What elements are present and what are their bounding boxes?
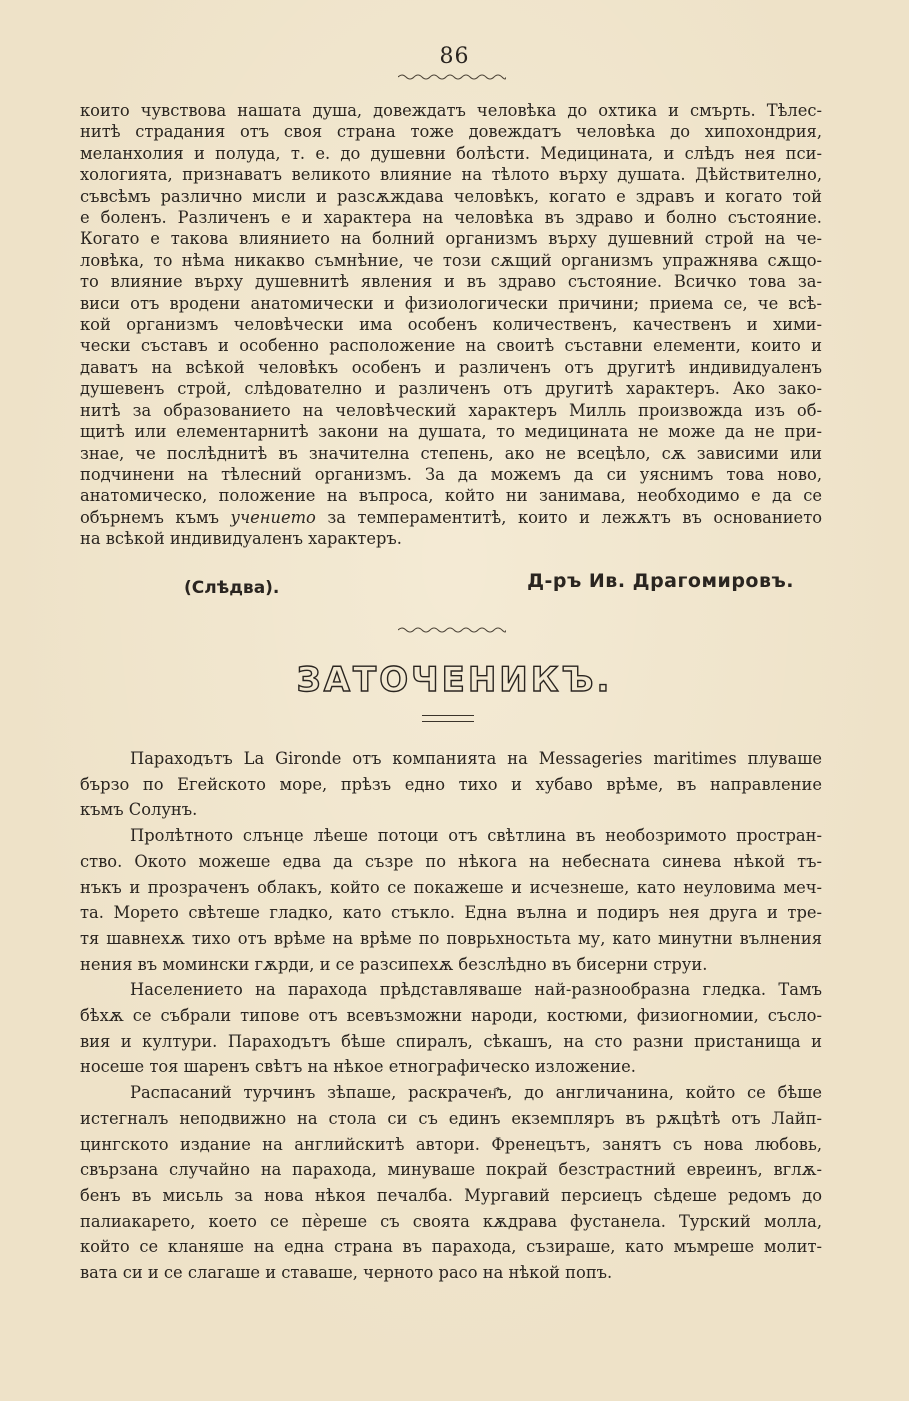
article-continuation (80, 100, 822, 550)
story-body (80, 746, 822, 1286)
text-line: Распасаний турчинъ зѣпаше, раскрачен҄ъ, до англичанина, който се бѣше (130, 1083, 822, 1103)
text-line: бързо по Егейското море, прѣзъ едно тихо и хубаво врѣме, въ направление (80, 774, 822, 794)
text-fragment: за темпераментитѣ, които и лежѫтъ въ основанието (315, 507, 822, 527)
ornament-wavy-rule-top (398, 72, 506, 82)
text-line: чески съставъ и особенно расположение на своитѣ съставни елементи, които и (80, 336, 822, 356)
author-signature: Д-ръ Ив. Драгомировъ. (527, 570, 794, 592)
text-line: щитѣ или елементарнитѣ закони на душата, то медицината не може да не при- (80, 422, 822, 442)
text-line: та. Морето свѣтеше гладко, като стъкло. Една вълна и подиръ нея друга и тре- (80, 903, 822, 923)
text-line: които чувствова нашата душа, довеждатъ человѣка до охтика и смърть. Тѣлес- (80, 101, 822, 120)
text-line: хологията, признаватъ великото влияние на тѣлото върху душата. Дѣйствително, (80, 165, 822, 185)
text-line: истегналъ неподвижно на стола си съ единъ екземпляръ въ рѫцѣтѣ отъ Лайп- (80, 1108, 822, 1128)
text-line: то влияние върху душевнитѣ явления и въ здраво състояние. Всичко това за- (80, 272, 822, 292)
text-line: вата си и се слагаше и ставаше, черното расо на нѣкой попъ. (80, 1263, 613, 1283)
text-line: свързана случайно на парахода, минуваше покрай безстрастний евреинъ, вглѫ- (80, 1160, 822, 1180)
text-line: бѣхѫ се събрали типове отъ всевъзможни народи, костюми, физиогномии, съсло- (80, 1006, 822, 1026)
text-line: кой организмъ человѣчески има особенъ количественъ, качественъ и хими- (80, 315, 822, 335)
text-line-with-italic (80, 507, 822, 528)
ornament-wavy-rule-divider (398, 625, 506, 635)
text-line: Населението на парахода прѣдставляваше най-разнообразна гледка. Тамъ (130, 980, 822, 1000)
text-line: нения въ момински гѫрди, и се разсипехѫ безслѣдно въ бисерни струи. (80, 954, 708, 974)
text-line: носеше тоя шаренъ свѣтъ на нѣкое етнографическо изложение. (80, 1057, 636, 1077)
text-line: вия и култури. Параходътъ бѣше спиралъ, сѣкашъ, на сто разни пристанища и (80, 1031, 822, 1051)
text-line: цингското издание на английскитѣ автори. Френецътъ, занятъ съ нова любовь, (80, 1134, 822, 1154)
text-line: нъкъ и прозраченъ облакъ, който се покажеше и исчезнеше, като неуловима меч- (80, 877, 822, 897)
text-line: анатомическо, положение на въпроса, който ни занимава, необходимо е да се (80, 486, 822, 506)
italic-term: учението (230, 507, 316, 527)
text-line: виси отъ вродени анатомически и физиологически причини; приема се, че всѣ- (80, 293, 822, 313)
text-line: подчинени на тѣлесний организмъ. За да можемъ да си уяснимъ това ново, (80, 464, 822, 484)
title-double-rule (422, 715, 474, 722)
text-line: душевенъ строй, слѣдователно и различенъ отъ другитѣ характеръ. Ако зако- (80, 379, 822, 399)
text-line: къмъ Солунъ. (80, 800, 198, 820)
text-line: е боленъ. Различенъ е и характера на человѣка въ здраво и болно състояние. (80, 208, 822, 228)
text-line: нитѣ страдания отъ своя страна тоже довеждатъ человѣка до хипохондрия, (80, 122, 822, 142)
text-line: ство. Окото можеше едва да съзре по нѣкога на небесната синева нѣкой тъ- (80, 851, 822, 871)
text-line: знае, че послѣднитѣ въ значителна степень, ако не всецѣло, сѫ зависими или (80, 443, 822, 463)
text-line: меланхолия и полуда, т. е. до душевни болѣсти. Медицината, и слѣдъ нея пси- (80, 143, 822, 163)
signature-row (80, 570, 822, 600)
story-title: ЗАТОЧЕНИКЪ. (296, 660, 613, 700)
text-line: нитѣ за образованието на человѣческий характеръ Милль произвожда изъ об- (80, 400, 822, 420)
text-line: който се кланяше на една страна въ парахода, съзираше, като мъмреше молит- (80, 1237, 822, 1257)
text-line: бенъ въ мисьль за нова нѣкоя печалба. Мургавий персиецъ сѣдеше редомъ до (80, 1185, 822, 1205)
text-line: палиакарето, което се пѐреше съ своята кѫдрава фустанела. Турский молла, (80, 1211, 822, 1231)
text-line: съвсѣмъ различно мисли и разсѫждава человѣкъ, когато е здравъ и когато той (80, 186, 822, 206)
text-fragment: обърнемъ къмъ (80, 507, 231, 527)
text-line: тя шавнехѫ тихо отъ врѣме на врѣме по поврьхностьта му, като минутни вълнения (80, 928, 822, 948)
text-line: даватъ на всѣкой человѣкъ особенъ и различенъ отъ другитѣ индивидуаленъ (80, 357, 822, 377)
text-line: ловѣка, то нѣма никакво съмнѣние, че този сѫщий организмъ упражнява сѫщо- (80, 250, 822, 270)
page-number: 86 (439, 44, 470, 69)
text-line: на всѣкой индивидуаленъ характеръ. (80, 529, 402, 549)
text-line: Параходътъ La Gironde отъ компанията на Messageries maritimes плуваше (130, 749, 822, 768)
to-be-continued-note: (Слѣдва). (184, 578, 280, 598)
text-line: Когато е такова влиянието на болний организмъ върху душевний строй на че- (80, 229, 822, 249)
text-line: Пролѣтното слънце лѣеше потоци отъ свѣтлина въ необозримото простран- (130, 826, 822, 846)
